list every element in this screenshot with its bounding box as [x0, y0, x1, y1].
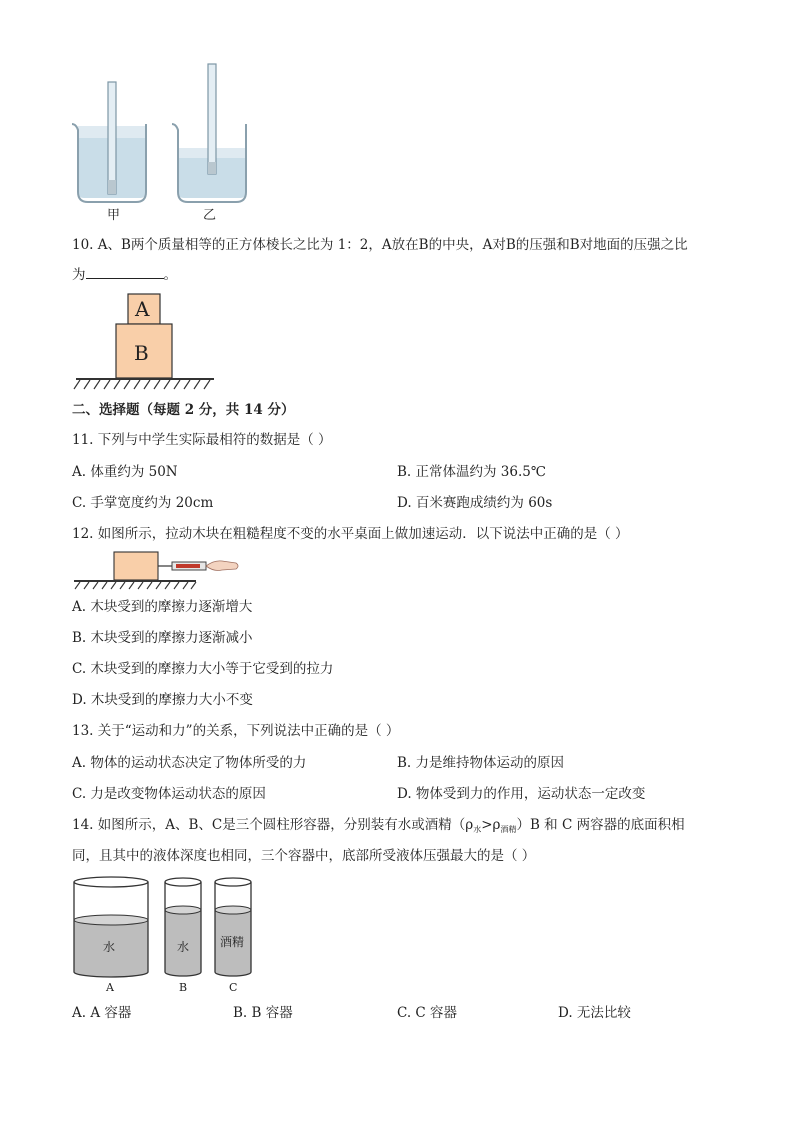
rho-sub-alcohol: 酒精 [500, 825, 517, 834]
q10-suffix: 。 [163, 267, 177, 283]
pulled-block-figure [72, 548, 242, 590]
block-b-label: B [134, 341, 149, 365]
q14-gt: >ρ [481, 817, 501, 833]
q10-line1: 10. A、B两个质量相等的正方体棱长之比为 1：2，A放在B的中央，A对B的压强和B对地面的压强之比 [72, 237, 688, 253]
container-c-liquid: 酒精 [220, 935, 245, 949]
q11-option-a[interactable]: A. 体重约为 50N [72, 464, 178, 480]
q13-option-c[interactable]: C. 力是改变物体运动状态的原因 [72, 786, 266, 802]
beaker-label-right: 乙 [203, 208, 217, 223]
section2-title: 二、选择题（每题 2 分，共 14 分） [72, 402, 295, 418]
q13-option-b[interactable]: B. 力是维持物体运动的原因 [397, 755, 565, 771]
q12-option-c[interactable]: C. 木块受到的摩擦力大小等于它受到的拉力 [72, 661, 334, 677]
q14-option-d[interactable]: D. 无法比较 [558, 1005, 631, 1021]
beaker-label-left: 甲 [107, 208, 121, 223]
rho-sub-water: 水 [473, 825, 482, 834]
q14-option-b[interactable]: B. B 容器 [233, 1005, 293, 1021]
q12-stem: 12. 如图所示，拉动木块在粗糙程度不变的水平桌面上做加速运动．以下说法中正确的是（ ） [72, 526, 629, 542]
q13-option-d[interactable]: D. 物体受到力的作用，运动状态一定改变 [397, 786, 646, 802]
container-a-label: A [106, 981, 114, 994]
q10-answer-blank [86, 264, 164, 279]
beakers-figure [66, 58, 256, 228]
q11-option-d[interactable]: D. 百米赛跑成绩约为 60s [397, 495, 553, 511]
q14-option-a[interactable]: A. A 容器 [72, 1005, 132, 1021]
container-a-liquid: 水 [103, 940, 116, 954]
q12-option-d[interactable]: D. 木块受到的摩擦力大小不变 [72, 692, 253, 708]
q12-option-a[interactable]: A. 木块受到的摩擦力逐渐增大 [72, 599, 253, 615]
container-b-label: B [179, 981, 188, 994]
containers-figure [70, 874, 256, 984]
q13-option-a[interactable]: A. 物体的运动状态决定了物体所受的力 [72, 755, 307, 771]
q14-line2: 同，且其中的液体深度也相同，三个容器中，底部所受液体压强最大的是（ ） [72, 848, 536, 864]
block-a-label: A [135, 297, 150, 321]
q14-line1-post: ）B 和 C 两容器的底面积相 [516, 817, 685, 833]
q10-prefix: 为 [72, 267, 86, 283]
q11-stem: 11. 下列与中学生实际最相符的数据是（ ） [72, 432, 332, 448]
q14-option-c[interactable]: C. C 容器 [397, 1005, 458, 1021]
q11-option-c[interactable]: C. 手掌宽度约为 20cm [72, 495, 214, 511]
q13-stem: 13. 关于“运动和力”的关系，下列说法中正确的是（ ） [72, 723, 400, 739]
q14-line1 [72, 815, 685, 840]
ground-hatch [74, 380, 210, 389]
q10-line2 [72, 264, 177, 285]
container-c-label: C [229, 981, 238, 994]
q14-line1-pre: 14. 如图所示，A、B、C是三个圆柱形容器，分别装有水或酒精（ρ [72, 817, 474, 833]
q11-option-b[interactable]: B. 正常体温约为 36.5℃ [397, 464, 546, 480]
container-b-liquid: 水 [177, 940, 190, 954]
q12-option-b[interactable]: B. 木块受到的摩擦力逐渐减小 [72, 630, 253, 646]
